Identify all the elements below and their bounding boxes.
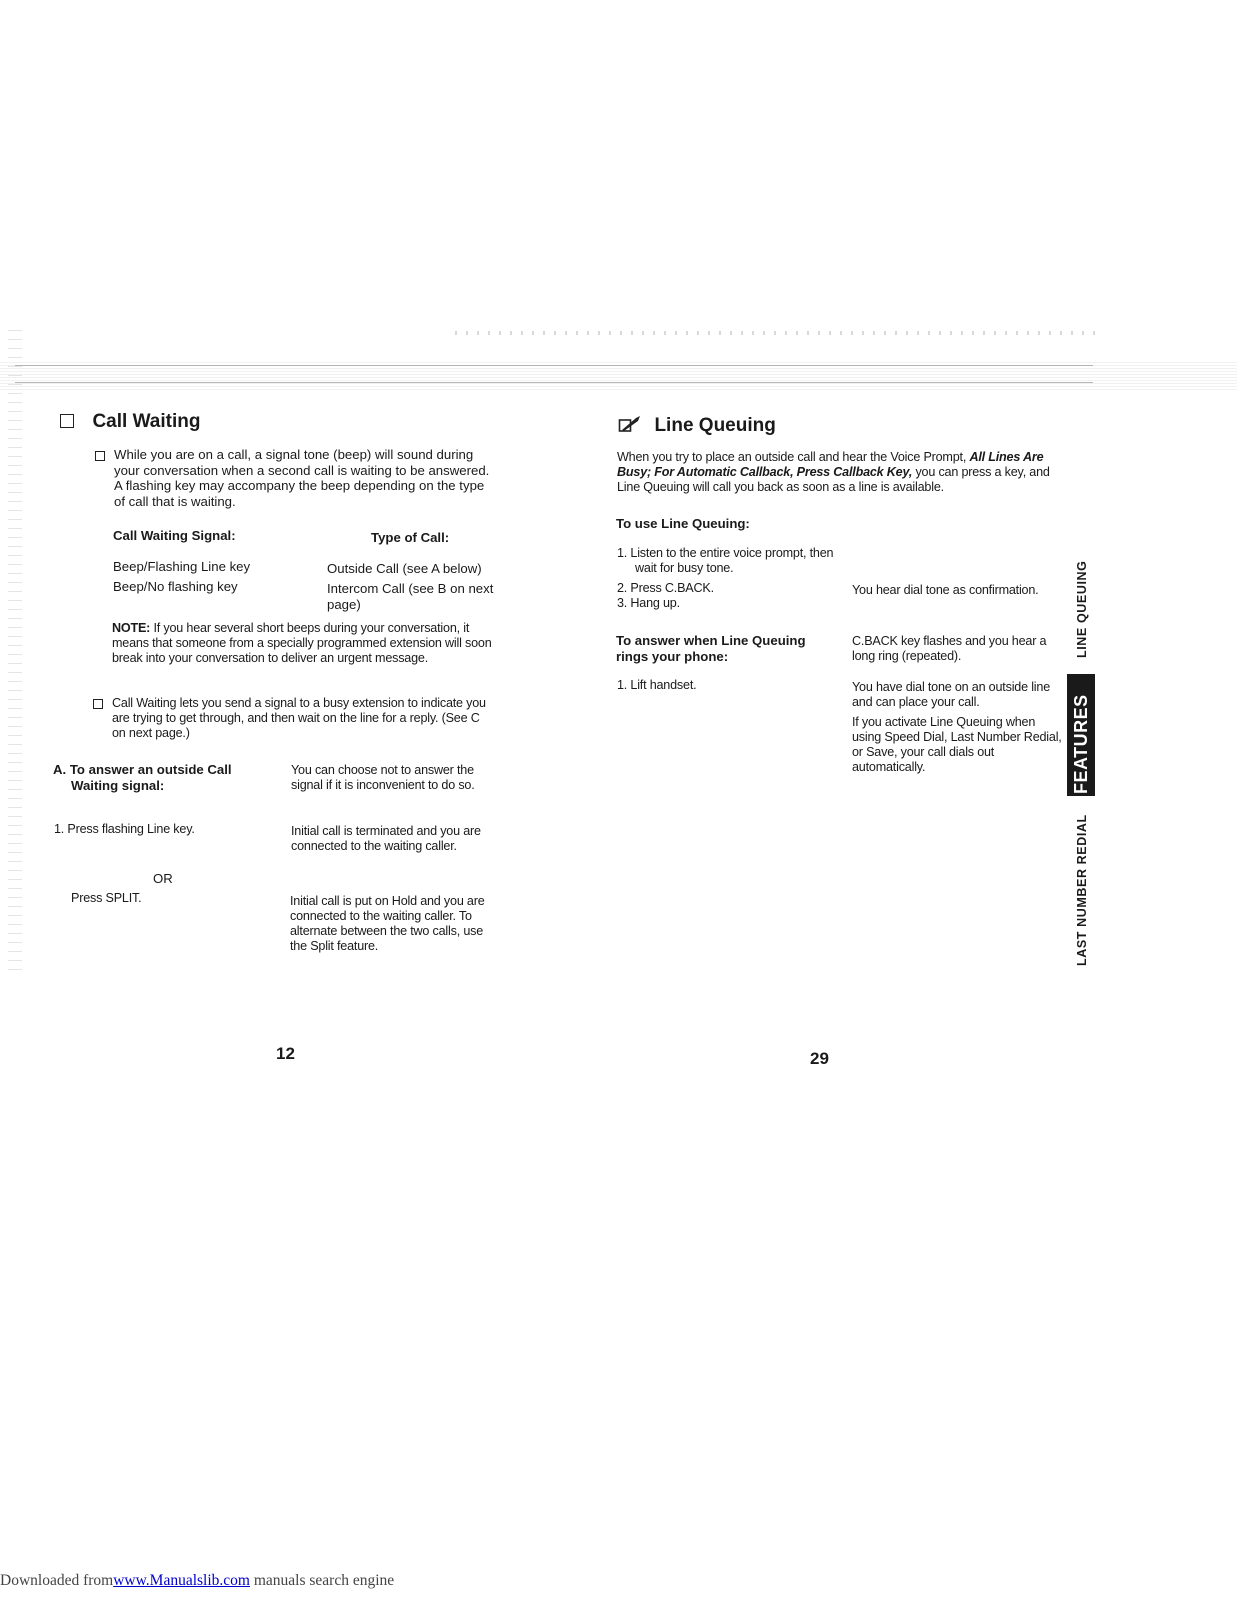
page-title: Line Queuing [654, 415, 776, 436]
checkbox-icon [60, 414, 74, 428]
scan-line [15, 365, 1093, 366]
use-step-result: You hear dial tone as confirmation. [852, 583, 1039, 597]
side-tab-last-number-redial: LAST NUMBER REDIAL [1075, 814, 1089, 966]
intro-text: While you are on a call, a signal tone (beep) will sound during your conversation when a second call is waiting to be answered. A flashing key may accompany the beep depending on the type of call that is waiting. [114, 447, 490, 509]
features-label: FEATURES [1071, 694, 1091, 794]
scan-edge [8, 330, 22, 970]
use-heading: To use Line Queuing: [616, 516, 750, 531]
table-header-type: Type of Call: [371, 530, 450, 545]
answer-heading-result: C.BACK key flashes and you hear a long ring (repeated). [852, 634, 1047, 663]
answer-extra: If you activate Line Queuing when using Speed Dial, Last Number Redial, or Save, your call dials out automatically. [852, 715, 1062, 774]
table-cell: Outside Call (see A below) [327, 561, 482, 576]
step-1: 1. Press flashing Line key. [54, 822, 195, 836]
side-tab-line-queuing: LINE QUEUING [1075, 560, 1089, 658]
intro-suffix: you can press a key, and Line Queuing will call you back as soon as a line is available. [617, 465, 1050, 494]
left-title-row [60, 411, 200, 433]
answer-step: 1. Lift handset. [617, 678, 697, 692]
use-step: 2. Press C.BACK. [617, 581, 714, 595]
answer-heading: To answer when Line Queuing rings your phone: [616, 633, 806, 664]
bullet-box-icon [93, 696, 103, 714]
footer-link[interactable]: www.Manualslib.com [113, 1572, 250, 1589]
scan-band [0, 362, 1237, 390]
step-1-alt: Press SPLIT. [71, 891, 142, 905]
step-1-alt-result: Initial call is put on Hold and you are connected to the waiting caller. To alternate between the two calls, use the Split feature. [290, 894, 485, 953]
footer [0, 1572, 394, 1590]
pencil-check-icon [618, 414, 644, 434]
note-text: If you hear several short beeps during your conversation, it means that someone from a specially programmed extension will soon break into your conversation to deliver an urgent message. [112, 621, 492, 665]
step-1-result: Initial call is terminated and you are connected to the waiting caller. [291, 824, 481, 853]
second-bullet-text: Call Waiting lets you send a signal to a busy extension to indicate you are trying to get through, and then wait on the line for a reply. (See C on next page.) [112, 696, 486, 740]
note-paragraph [112, 621, 498, 666]
or-label: OR [153, 871, 173, 886]
section-a-note: You can choose not to answer the signal if it is inconvenient to do so. [291, 763, 475, 792]
use-step: 3. Hang up. [617, 596, 680, 610]
line-queuing-intro [617, 450, 1062, 495]
use-step: 1. Listen to the entire voice prompt, then wait for busy tone. [617, 546, 834, 575]
scan-artifact [455, 331, 1095, 335]
table-cell: Intercom Call (see B on next page) [327, 581, 494, 612]
table-cell: Beep/No flashing key [113, 579, 238, 594]
footer-prefix: Downloaded from [0, 1572, 114, 1589]
right-title-row [618, 414, 776, 437]
answer-step-result: You have dial tone on an outside line and can place your call. [852, 680, 1050, 709]
section-a-heading: A. To answer an outside Call Waiting signal: [53, 762, 232, 793]
side-tab-features [1067, 674, 1095, 796]
page-number-left: 12 [276, 1044, 295, 1063]
page-title: Call Waiting [92, 411, 201, 432]
intro-prefix: When you try to place an outside call and hear the Voice Prompt, [617, 450, 967, 464]
scan-line [15, 382, 1093, 383]
footer-suffix: manuals search engine [253, 1572, 395, 1589]
table-header-signal: Call Waiting Signal: [113, 528, 236, 543]
page-number-right: 29 [810, 1049, 829, 1068]
table-cell: Beep/Flashing Line key [113, 559, 251, 574]
bullet-box-icon [95, 448, 105, 466]
intro-voice-prompt: All Lines Are Busy; For Automatic Callback, Press Callback Key, [617, 450, 1044, 479]
note-label: NOTE: [112, 621, 151, 635]
